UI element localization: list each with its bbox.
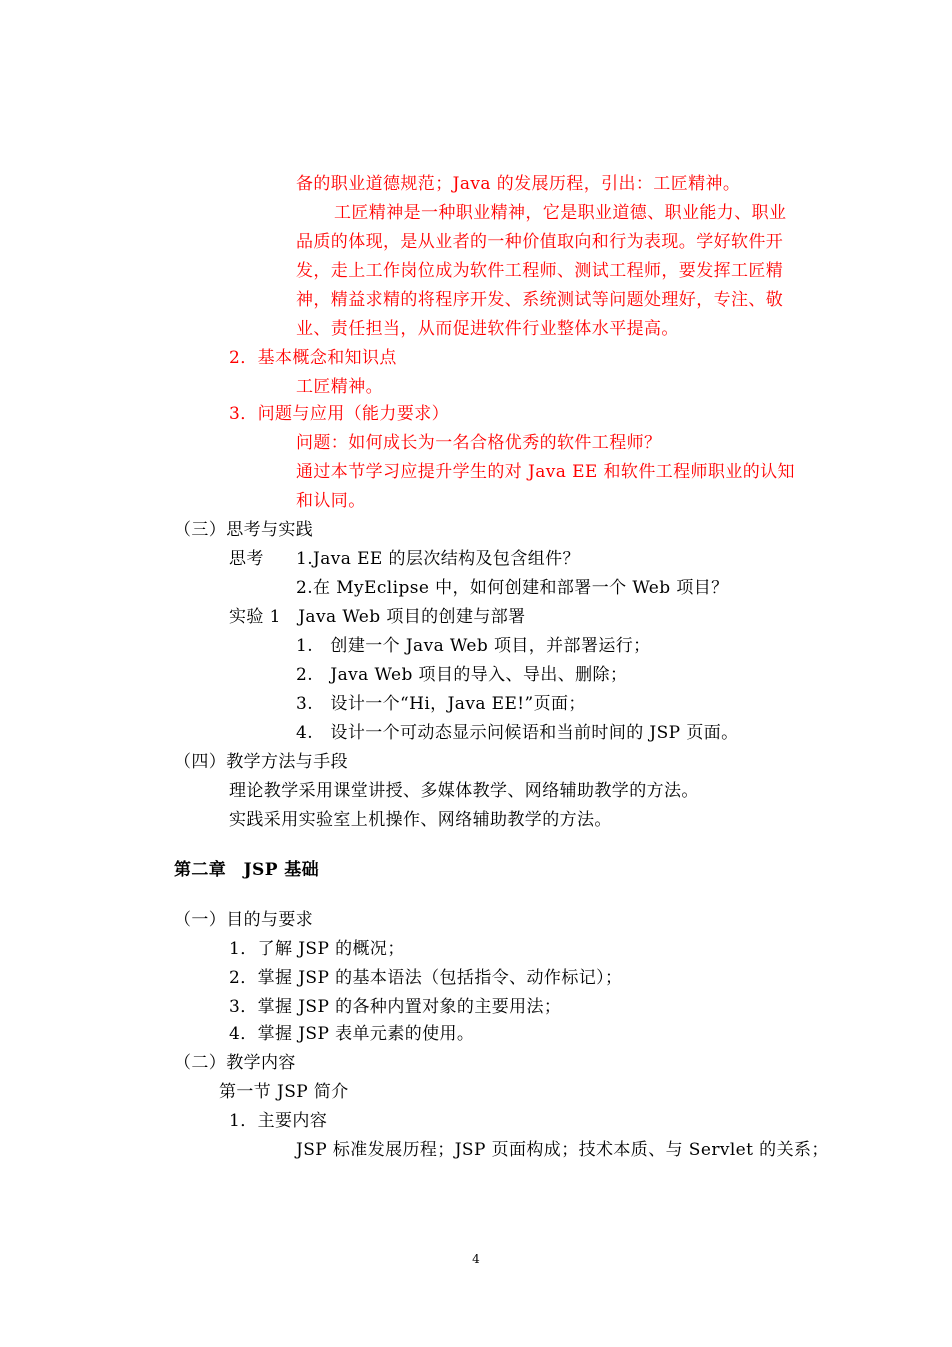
goal-item: 2．掌握 JSP 的基本语法（包括指令、动作标记）； [229,968,623,988]
application-goal-line: 和认同。 [296,491,366,511]
experiment-item: 4. 设计一个可动态显示问候语和当前时间的 JSP 页面。 [296,723,739,743]
main-content-heading: 1．主要内容 [229,1111,328,1131]
concepts-text: 工匠精神。 [296,377,383,397]
goal-item: 3．掌握 JSP 的各种内置对象的主要用法； [229,997,562,1017]
spirit-paragraph-line: 发，走上工作岗位成为软件工程师、测试工程师，要发挥工匠精 [296,261,784,281]
page-number: 4 [472,1252,480,1266]
goal-item: 1．了解 JSP 的概况； [229,939,405,959]
experiment-item: 1. 创建一个 Java Web 项目，并部署运行； [296,636,651,656]
think-label: 思考 [229,549,264,569]
practice-heading: （三）思考与实践 [174,520,314,540]
chapter-title: 第二章 JSP 基础 [174,860,320,880]
content-heading: （二）教学内容 [174,1053,296,1073]
spirit-paragraph-line: 品质的体现，是从业者的一种价值取向和行为表现。学好软件开 [296,232,784,252]
think-item: 1.Java EE 的层次结构及包含组件？ [296,549,580,569]
experiment-title: 实验 1 Java Web 项目的创建与部署 [229,607,526,627]
spirit-intro-line: 备的职业道德规范；Java 的发展历程，引出：工匠精神。 [296,174,741,194]
methods-line: 实践采用实验室上机操作、网络辅助教学的方法。 [229,810,612,830]
methods-line: 理论教学采用课堂讲授、多媒体教学、网络辅助教学的方法。 [229,781,699,801]
application-goal-line: 通过本节学习应提升学生的对 Java EE 和软件工程师职业的认知 [296,462,795,482]
experiment-item: 2. Java Web 项目的导入、导出、删除； [296,665,628,685]
spirit-paragraph-line: 工匠精神是一种职业精神，它是职业道德、职业能力、职业 [334,203,787,223]
application-heading: 3．问题与应用（能力要求） [229,404,450,424]
section-title: 第一节 JSP 简介 [219,1082,349,1102]
experiment-item: 3. 设计一个“Hi，Java EE!”页面； [296,694,586,714]
goal-item: 4．掌握 JSP 表单元素的使用。 [229,1024,475,1044]
goals-heading: （一）目的与要求 [174,910,314,930]
concepts-heading: 2．基本概念和知识点 [229,348,397,368]
methods-heading: （四）教学方法与手段 [174,752,348,772]
spirit-paragraph-line: 神，精益求精的将程序开发、系统测试等问题处理好，专注、敬 [296,290,784,310]
spirit-paragraph-line: 业、责任担当，从而促进软件行业整体水平提高。 [296,319,679,339]
application-question: 问题：如何成长为一名合格优秀的软件工程师？ [296,433,662,453]
main-content-text: JSP 标准发展历程；JSP 页面构成；技术本质、与 Servlet 的关系； [296,1140,829,1160]
think-item: 2.在 MyEclipse 中，如何创建和部署一个 Web 项目？ [296,578,729,598]
